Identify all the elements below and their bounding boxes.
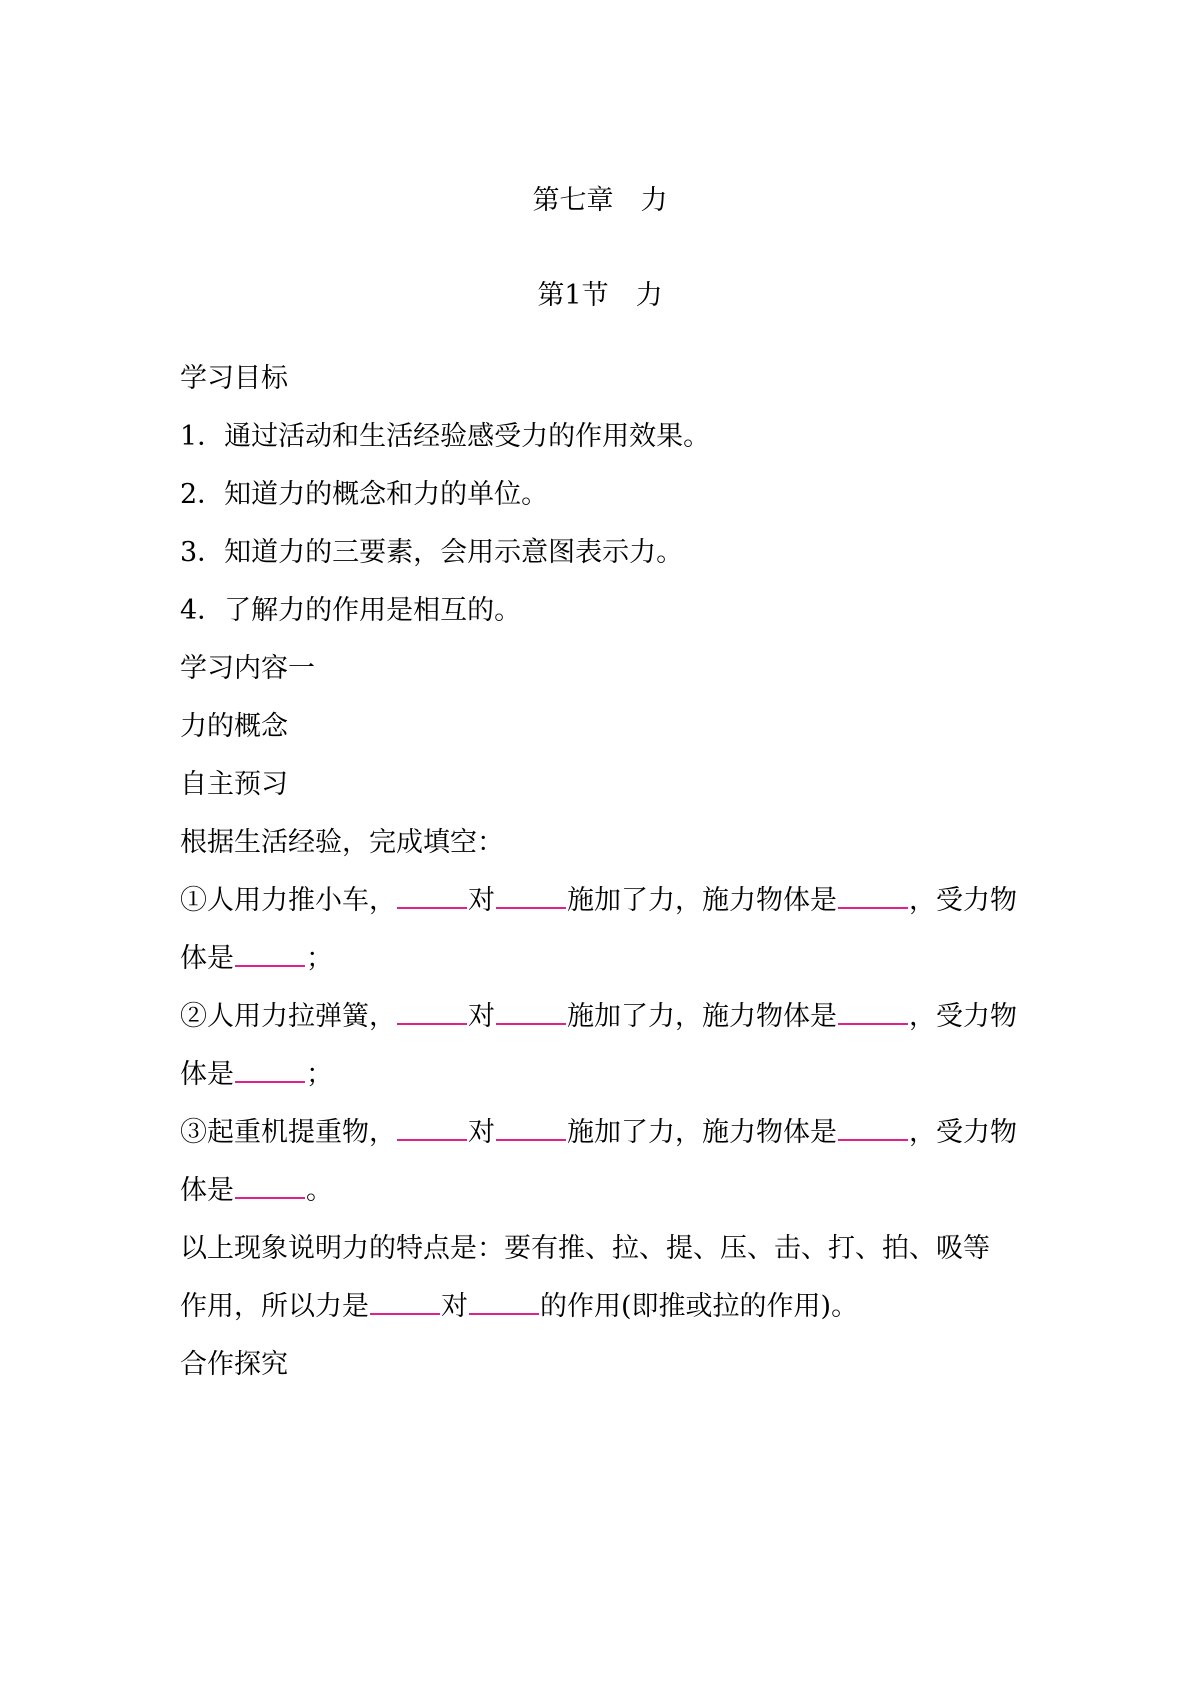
content-heading: 学习内容一 — [180, 653, 315, 684]
question-3-line-1 — [180, 1115, 1040, 1151]
conclusion-line-1: 以上现象说明力的特点是：要有推、拉、提、压、击、打、拍、吸等 — [180, 1233, 990, 1264]
chapter-title: 第七章 力 — [532, 185, 668, 216]
q1-text-a: ①人用力推小车， — [180, 885, 396, 916]
fill-blank[interactable] — [235, 941, 305, 967]
conclusion-text-c: 的作用(即推或拉的作用)。 — [540, 1291, 859, 1322]
q1-text-d: ，受力物 — [909, 885, 1017, 916]
section-title: 第1节 力 — [537, 280, 663, 311]
fill-blank[interactable] — [838, 1115, 908, 1141]
q1-text-e: 体是 — [180, 943, 234, 974]
question-3-line-2 — [180, 1173, 1040, 1209]
fill-blank[interactable] — [397, 883, 467, 909]
fill-blank[interactable] — [235, 1057, 305, 1083]
objective-item-1: 1．通过活动和生活经验感受力的作用效果。 — [180, 421, 711, 452]
q3-text-b: 对 — [468, 1117, 495, 1148]
q3-text-d: ，受力物 — [909, 1117, 1017, 1148]
q1-text-b: 对 — [468, 885, 495, 916]
question-1-line-2 — [180, 941, 1040, 977]
objective-item-2: 2．知道力的概念和力的单位。 — [180, 479, 549, 510]
conclusion-text-b: 对 — [441, 1291, 468, 1322]
q3-text-c: 施加了力，施力物体是 — [567, 1117, 837, 1148]
fill-blank[interactable] — [496, 883, 566, 909]
fill-blank[interactable] — [838, 999, 908, 1025]
objective-item-4: 4．了解力的作用是相互的。 — [180, 595, 522, 626]
fill-blank[interactable] — [838, 883, 908, 909]
fill-blank[interactable] — [469, 1289, 539, 1315]
fill-blank[interactable] — [397, 1115, 467, 1141]
conclusion-text-a: 作用，所以力是 — [180, 1291, 369, 1322]
question-2-line-2 — [180, 1057, 1040, 1093]
objective-item-3: 3．知道力的三要素，会用示意图表示力。 — [180, 537, 684, 568]
conclusion-line-2 — [180, 1289, 1040, 1325]
preview-heading: 自主预习 — [180, 769, 288, 800]
fill-blank[interactable] — [370, 1289, 440, 1315]
topic-heading: 力的概念 — [180, 711, 288, 742]
fill-blank[interactable] — [397, 999, 467, 1025]
question-1-line-1 — [180, 883, 1040, 919]
q2-text-e: 体是 — [180, 1059, 234, 1090]
q2-text-a: ②人用力拉弹簧， — [180, 1001, 396, 1032]
q2-text-d: ，受力物 — [909, 1001, 1017, 1032]
question-2-line-1 — [180, 999, 1040, 1035]
cooperation-heading: 合作探究 — [180, 1349, 288, 1380]
q1-text-f: ； — [306, 943, 333, 974]
objectives-heading: 学习目标 — [180, 363, 288, 394]
q3-text-a: ③起重机提重物， — [180, 1117, 396, 1148]
q2-text-f: ； — [306, 1059, 333, 1090]
q2-text-c: 施加了力，施力物体是 — [567, 1001, 837, 1032]
fill-blank[interactable] — [496, 999, 566, 1025]
q2-text-b: 对 — [468, 1001, 495, 1032]
instruction-text: 根据生活经验，完成填空： — [180, 827, 504, 858]
q1-text-c: 施加了力，施力物体是 — [567, 885, 837, 916]
q3-text-f: 。 — [306, 1175, 333, 1206]
q3-text-e: 体是 — [180, 1175, 234, 1206]
fill-blank[interactable] — [235, 1173, 305, 1199]
fill-blank[interactable] — [496, 1115, 566, 1141]
